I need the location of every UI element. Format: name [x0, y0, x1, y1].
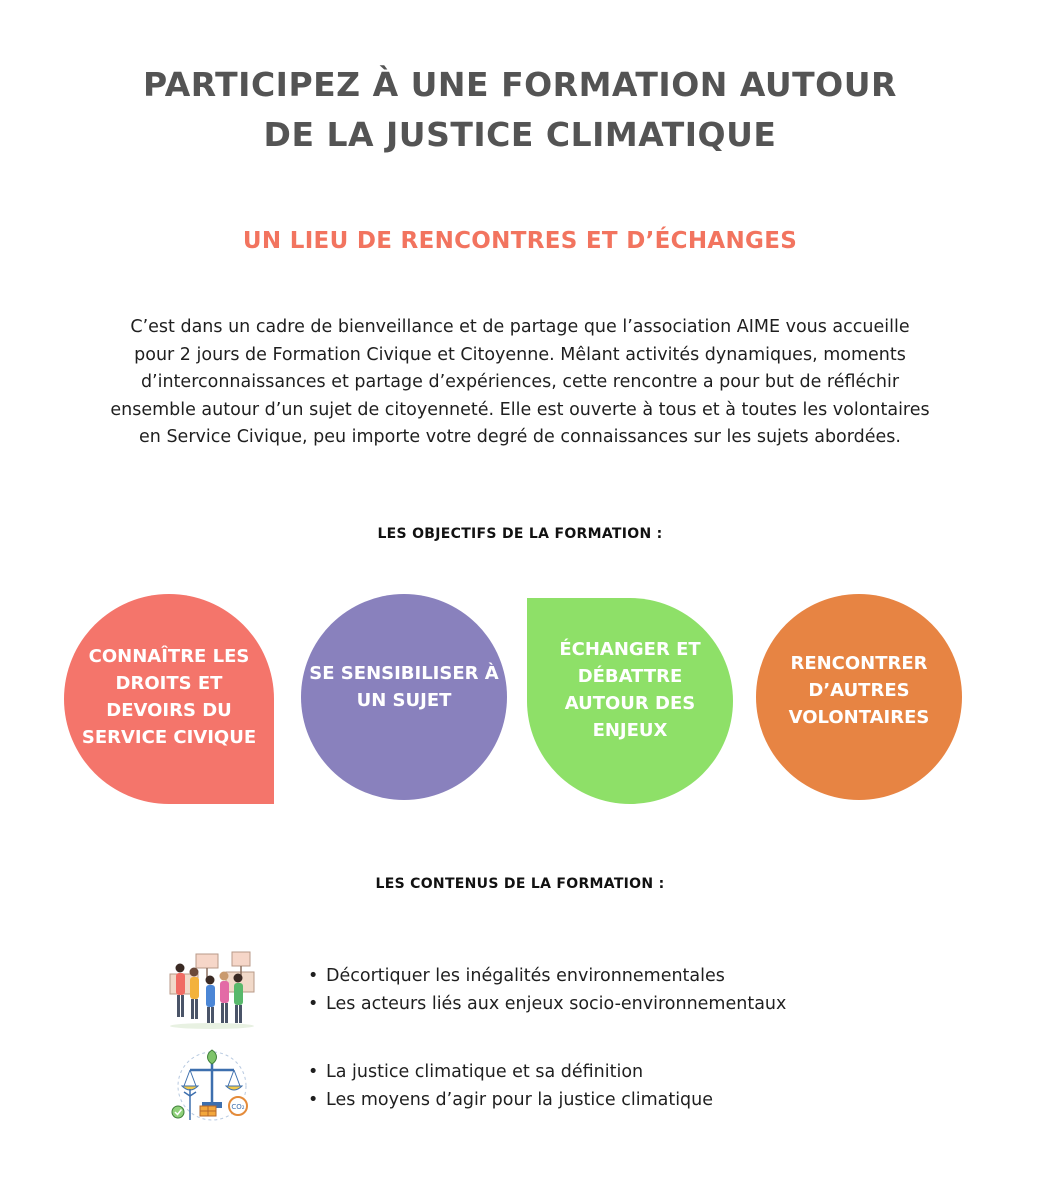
content-group-2 [166, 1046, 713, 1126]
page-title [0, 60, 1040, 160]
protest-crowd-icon [166, 950, 258, 1030]
objective-awareness [301, 594, 507, 800]
co2-label: CO₂ [231, 1103, 245, 1111]
page-title-line-2: DE LA JUSTICE CLIMATIQUE [263, 115, 777, 154]
objective-debate [527, 598, 733, 804]
contents-heading: LES CONTENUS DE LA FORMATION : [375, 876, 665, 892]
list-item: • Décortiquer les inégalités environnementales [308, 962, 786, 990]
objectives-heading: LES OBJECTIFS DE LA FORMATION : [377, 526, 663, 542]
objective-rights-duties [64, 594, 274, 804]
climate-justice-scale-icon [166, 1046, 258, 1126]
objective-label: SE SENSIBILISER À UN SUJET [309, 663, 499, 711]
list-item: • La justice climatique et sa définition [308, 1058, 713, 1086]
content-group-1 [166, 950, 786, 1030]
page-title-line-1: PARTICIPEZ À UNE FORMATION AUTOUR [143, 65, 897, 104]
content-list-2 [308, 1058, 713, 1114]
list-item: • Les acteurs liés aux enjeux socio-environnementaux [308, 990, 786, 1018]
section-subtitle: UN LIEU DE RENCONTRES ET D’ÉCHANGES [242, 228, 798, 254]
objective-label: ÉCHANGER ET DÉBATTRE AUTOUR DES ENJEUX [559, 639, 701, 741]
content-list-1 [308, 962, 786, 1018]
objective-label: RENCONTRER D’AUTRES VOLONTAIRES [788, 652, 930, 728]
list-item: • Les moyens d’agir pour la justice climatique [308, 1086, 713, 1114]
objective-label: CONNAÎTRE LES DROITS ET DEVOIRS DU SERVICE CIVIQUE [81, 646, 257, 748]
intro-paragraph: C’est dans un cadre de bienveillance et de partage que l’association AIME vous accueille pour 2 jours de Formation Civique et Citoyenne. Mêlant activités dynamiques, moments d’interconnaissances et partage d’expériences, cette rencontre a pour but de réfléchir ensemble autour d’un sujet de citoyenneté. Elle est ouverte à tous et à toutes les volontaires en Service Civique, peu importe votre degré de connaissances sur les sujets abordées. [110, 317, 930, 447]
objective-meet-volunteers [756, 594, 962, 800]
